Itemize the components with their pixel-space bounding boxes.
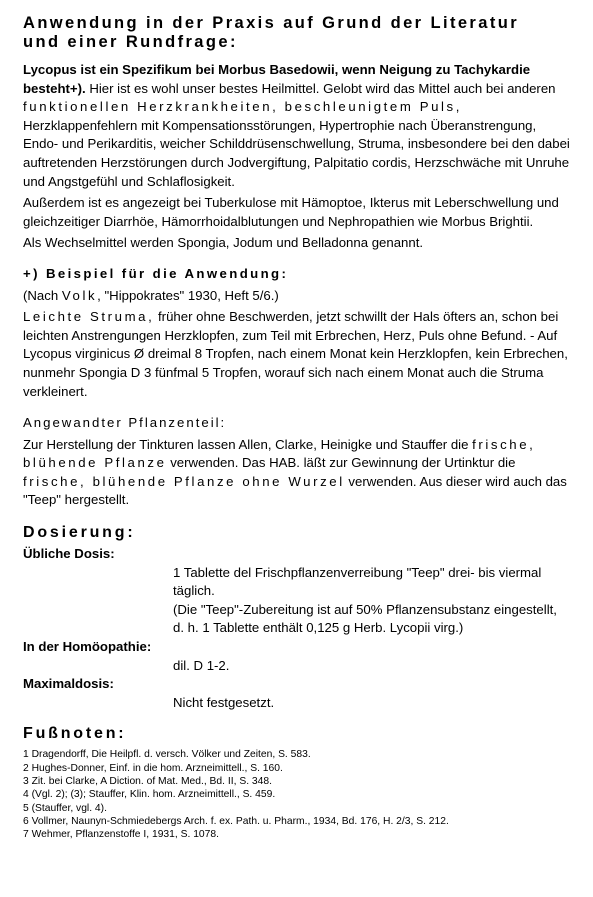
intro-paragraph <box>23 61 571 191</box>
document-page <box>23 14 571 841</box>
example-text: früher ohne Beschwerden, jetzt schwillt der Hals öfters an, schon bei leichten Anstrengungen Herzklopfen, zum Teil mit Erbrechen, Herz, Puls ohne Befund. - Auf Lycopus virginicus Ø dreimal 8 Tropfen, nach einem Monat kein Herzklopfen, kein Erbrechen, nunmehr Spongia D 3 fünfmal 5 Tropfen, worauf sich nach einem Monat auch die Struma verkleinert. <box>23 309 568 399</box>
max-dose-label: Maximaldosis: <box>23 676 114 692</box>
plant-text-2: verwenden. Das HAB. läßt zur Gewinnung der Urtinktur die <box>166 455 516 471</box>
example-heading: +) Beispiel für die Anwendung: <box>23 265 289 281</box>
plant-part-heading: Angewandter Pflanzenteil: <box>23 415 227 431</box>
indications-paragraph: Außerdem ist es angezeigt bei Tuberkulose mit Hämoptoe, Ikterus mit Leberschwellung und gleichzeitiger Diarrhöe, Hämorrhoidalblutungen und Nephropathien wie Morbus Brightii. <box>23 195 559 229</box>
example-spaced: Leichte Struma, <box>23 309 155 325</box>
footnote-item: 1 Dragendorff, Die Heilpfl. d. versch. Völker und Zeiten, S. 583. <box>23 749 311 761</box>
footnote-item: 5 (Stauffer, vgl. 4). <box>23 802 107 814</box>
footnote-item: 4 (Vgl. 2); (3); Stauffer, Klin. hom. Arzneimittell., S. 459. <box>23 789 276 801</box>
intro-text-1: Hier ist es wohl unser bestes Heilmittel. Gelobt wird das Mittel auch bei anderen <box>85 80 556 96</box>
example-case-paragraph <box>23 308 571 401</box>
footnote-item: 7 Wehmer, Pflanzenstoffe I, 1931, S. 1078. <box>23 829 219 841</box>
footnote-item: 6 Vollmer, Naunyn-Schmiedebergs Arch. f. ex. Path. u. Pharm., 1934, Bd. 176, H. 2/3, S. 212. <box>23 815 449 827</box>
plant-text-1: Zur Herstellung der Tinkturen lassen Allen, Clarke, Heinigke und Stauffer die <box>23 436 473 452</box>
plant-spaced-2: frische, blühende Pflanze ohne Wurzel <box>23 473 345 489</box>
plant-part-paragraph <box>23 436 571 510</box>
footnote-item: 2 Hughes-Donner, Einf. in die hom. Arzneimittell., S. 160. <box>23 762 283 774</box>
title-line-2: und einer Rundfrage: <box>23 33 238 51</box>
usual-dose-line-2: (Die "Teep"-Zubereitung ist auf 50% Pflanzensubstanz eingestellt, d. h. 1 Tablette enthält 0,125 g Herb. Lycopii virg.) <box>173 601 557 636</box>
alternation-paragraph: Als Wechselmittel werden Spongia, Jodum und Belladonna genannt. <box>23 235 424 251</box>
example-ref-prefix: (Nach <box>23 287 62 303</box>
max-dose-value: Nicht festgesetzt. <box>173 694 275 710</box>
footnote-item: 3 Zit. bei Clarke, A Diction. of Mat. Med., Bd. II, S. 348. <box>23 776 272 787</box>
homeopathy-value: dil. D 1-2. <box>173 657 230 673</box>
example-ref-suffix: , "Hippokrates" 1930, Heft 5/6.) <box>97 287 279 303</box>
plant-spaced-1: frische, blühende Pflanze <box>23 436 536 471</box>
homeopathy-label: In der Homöopathie: <box>23 639 152 655</box>
plant-text-3: verwenden. Aus dieser wird auch das "Teep" hergestellt. <box>23 473 567 508</box>
intro-lead: Lycopus ist ein Spezifikum bei Morbus Basedowii, wenn Neigung zu Tachykardie besteht+). <box>23 62 531 96</box>
intro-spaced: funktionellen Herzkrankheiten, beschleunigtem Puls, <box>23 99 463 115</box>
example-ref-author: Volk <box>61 287 98 303</box>
usual-dose-label: Übliche Dosis: <box>23 546 115 562</box>
usual-dose-line-1: 1 Tablette del Frischpflanzenverreibung "Teep" drei- bis viermal täglich. <box>173 564 542 599</box>
footnotes-heading: Fußnoten: <box>23 725 127 743</box>
intro-text-2: Herzklappenfehlern mit Kompensationsstörungen, Hypertrophie nach Überanstrengung, Endo- und Perikarditis, weicher Schilddrüsenschwellung, Struma, insbesondere bei den dabei auftretenden Herzstörungen durch Jodvergiftung, Palpitatio cordis, Herzschwäche mit Unruhe und Angstgefühl und Schlaflosigkeit. <box>23 117 570 189</box>
dosage-heading: Dosierung: <box>23 524 136 542</box>
section-title <box>23 14 571 52</box>
footnotes-list <box>23 748 571 841</box>
title-line-1: Anwendung in der Praxis auf Grund der Literatur <box>23 14 520 32</box>
example-reference <box>23 287 571 306</box>
